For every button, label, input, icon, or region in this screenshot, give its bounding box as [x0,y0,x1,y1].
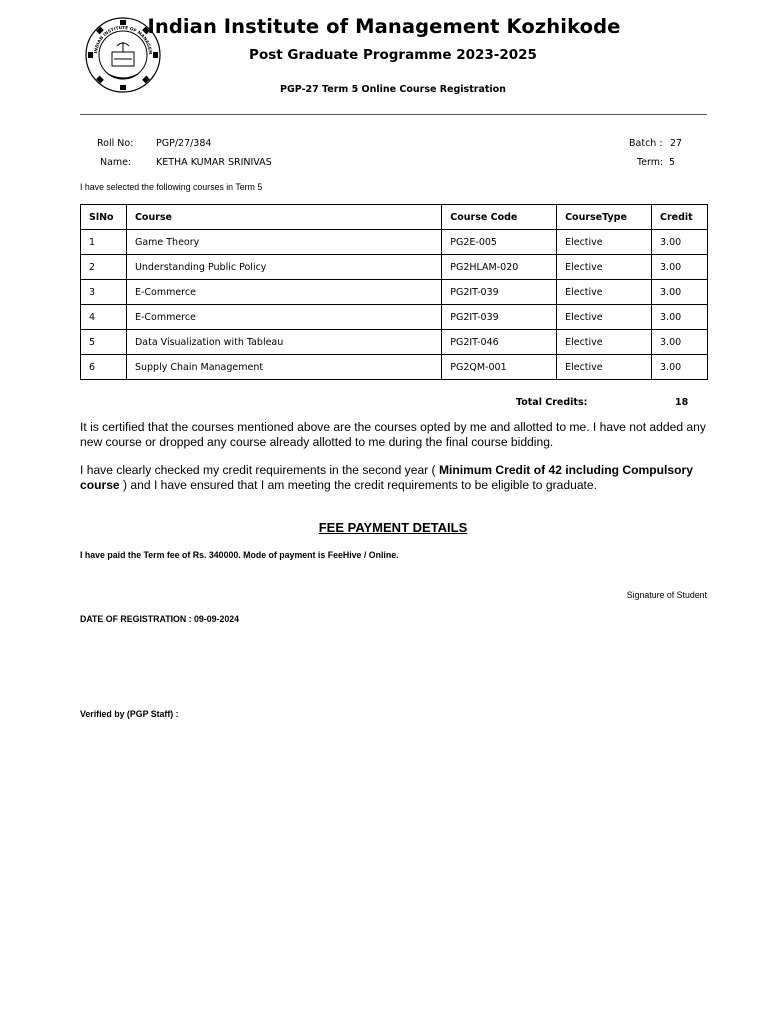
cell-course-type: Elective [557,230,652,255]
cell-course: Supply Chain Management [126,355,441,380]
cell-course-type: Elective [557,355,652,380]
credit-text-start: I have clearly checked my credit requirements in the second year ( [80,463,439,477]
header-course-code: Course Code [442,205,557,230]
table-row [81,305,708,330]
cell-credit: 3.00 [652,255,708,280]
cell-course-type: Elective [557,330,652,355]
institute-name: Indian Institute of Management Kozhikode [147,15,621,38]
batch-value: 27 [670,138,683,149]
header-course: Course [126,205,441,230]
cell-course: E-Commerce [126,305,441,330]
cell-slno: 1 [81,230,127,255]
fee-section-title: FEE PAYMENT DETAILS [318,520,468,535]
total-credits-value: 18 [675,397,689,408]
table-row [81,255,708,280]
courses-table [80,204,708,380]
certification-paragraph: It is certified that the courses mentioned above are the courses opted by me and allotted to me. I have not added any new course or dropped any course already allotted to me during the final course bidding. [80,420,706,449]
cell-slno: 2 [81,255,127,280]
cell-course-type: Elective [557,305,652,330]
cell-slno: 5 [81,330,127,355]
term-label: Term: [637,157,664,168]
table-header-row [81,205,708,230]
selection-statement: I have selected the following courses in Term 5 [80,182,263,192]
cell-course-code: PG2HLAM-020 [442,255,557,280]
cell-slno: 4 [81,305,127,330]
header-course-type: CourseType [557,205,652,230]
cell-credit: 3.00 [652,230,708,255]
credit-requirement-paragraph [80,463,720,492]
cell-credit: 3.00 [652,280,708,305]
name-value: KETHA KUMAR SRINIVAS [156,157,272,168]
cell-course: E-Commerce [126,280,441,305]
cell-credit: 3.00 [652,305,708,330]
cell-slno: 3 [81,280,127,305]
cell-course: Game Theory [126,230,441,255]
credit-text-bold: Minimum Credit of 42 including Compulsory course [80,463,693,492]
table-row [81,330,708,355]
table-row [81,230,708,255]
cell-course-code: PG2IT-039 [442,280,557,305]
cell-course-code: PG2E-005 [442,230,557,255]
roll-label: Roll No: [97,138,134,149]
cell-course-code: PG2QM-001 [442,355,557,380]
header-divider [80,114,707,115]
cell-course-code: PG2IT-046 [442,330,557,355]
batch-label: Batch : [629,138,663,149]
name-label: Name: [100,157,132,168]
cell-course-code: PG2IT-039 [442,305,557,330]
total-credits-label: Total Credits: [516,397,588,408]
header-credit: Credit [652,205,708,230]
credit-text-end: ) and I have ensured that I am meeting the credit requirements to be eligible to graduate. [119,477,597,492]
verified-by-label: Verified by (PGP Staff) : [80,709,179,719]
cell-credit: 3.00 [652,330,708,355]
cell-credit: 3.00 [652,355,708,380]
signature-label: Signature of Student [626,590,707,600]
table-row [81,280,708,305]
registration-title: PGP-27 Term 5 Online Course Registration [280,84,506,95]
roll-value: PGP/27/384 [156,138,212,149]
cell-course: Understanding Public Policy [126,255,441,280]
logo-text: INDIAN INSTITUTE OF MANAGEM [94,25,153,55]
term-value: 5 [669,157,676,168]
fee-statement: I have paid the Term fee of Rs. 340000. Mode of payment is FeeHive / Online. [80,550,399,560]
cell-course-type: Elective [557,255,652,280]
cell-slno: 6 [81,355,127,380]
programme-title: Post Graduate Programme 2023-2025 [249,47,537,63]
cell-course: Data Visualization with Tableau [126,330,441,355]
cell-course-type: Elective [557,280,652,305]
table-row [81,355,708,380]
header-slno: SlNo [81,205,127,230]
registration-date: DATE OF REGISTRATION : 09-09-2024 [80,614,240,624]
